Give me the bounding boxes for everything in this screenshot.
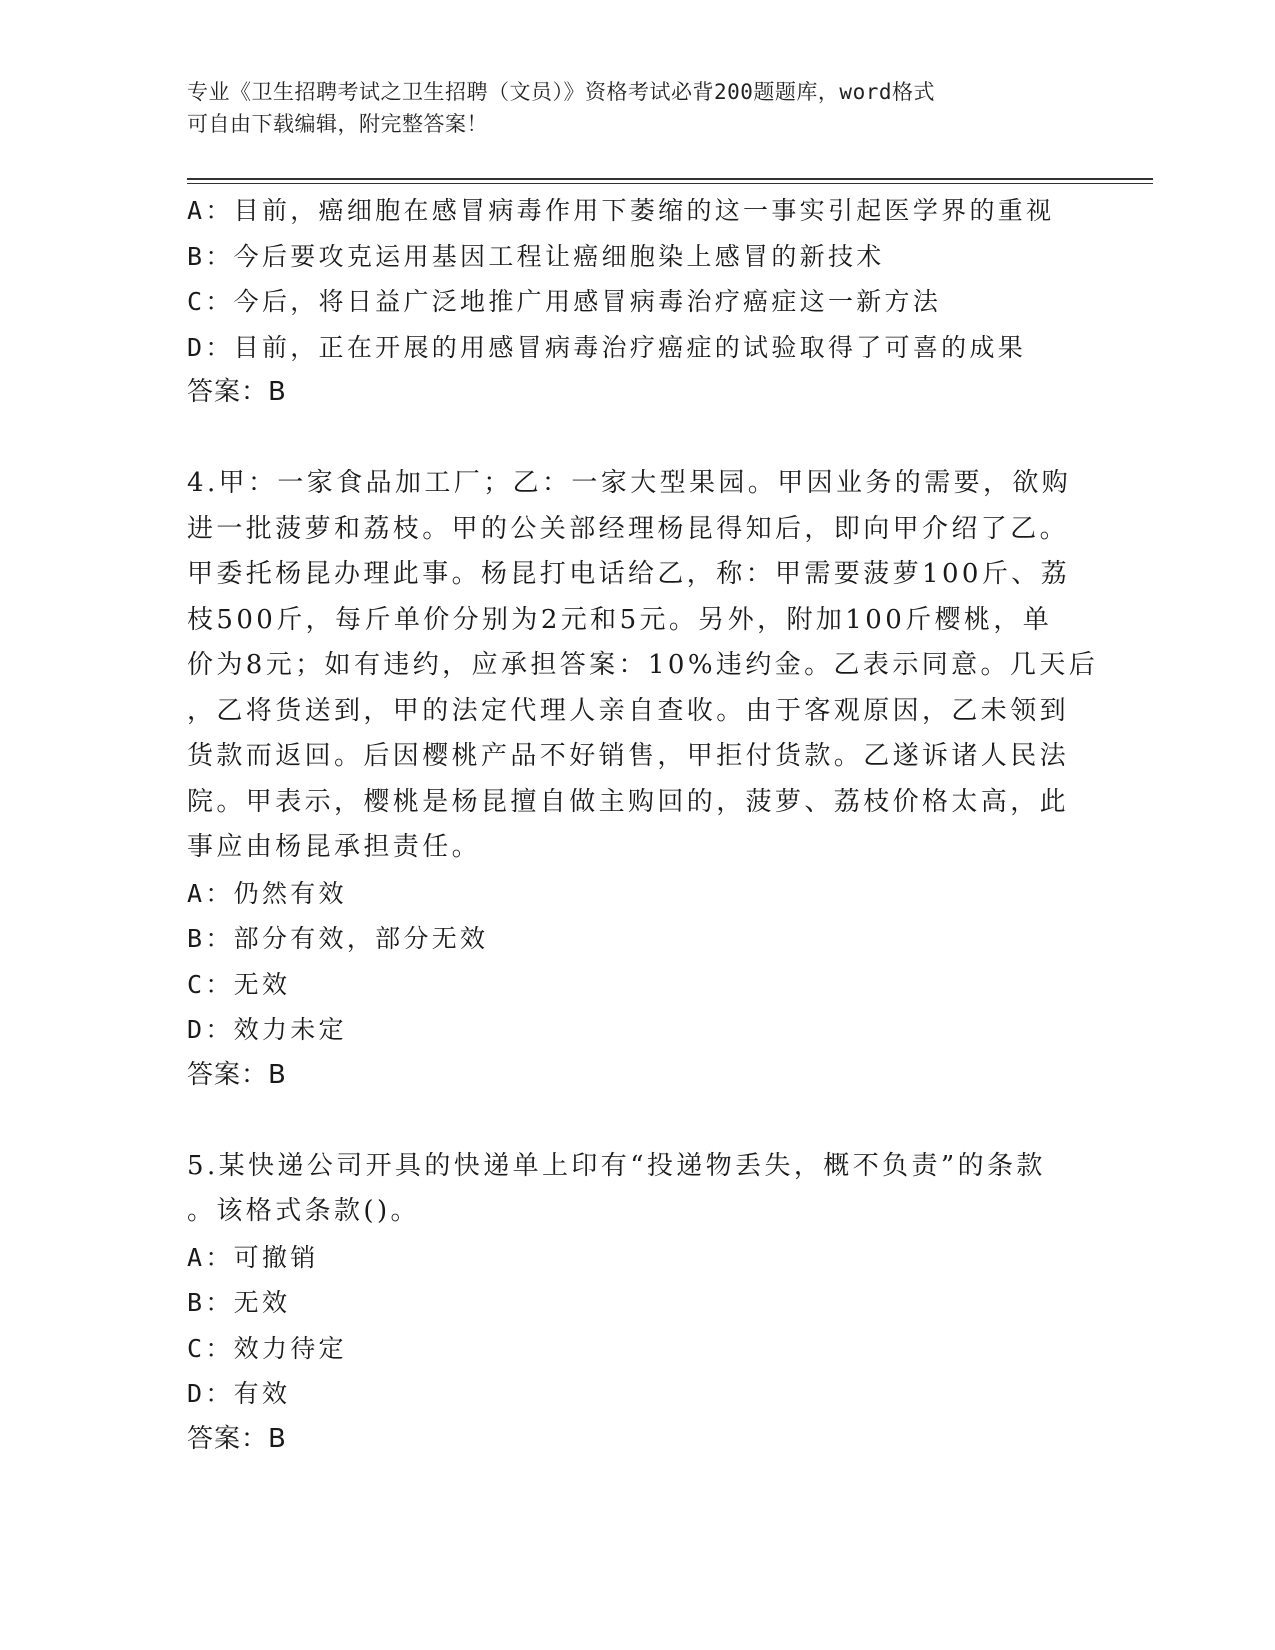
answer-line: 答案：B (187, 1423, 287, 1454)
option-b: B：部分有效，部分无效 (187, 924, 489, 953)
question-5-stem (187, 1144, 1087, 1235)
question-5-block (187, 1144, 1087, 1463)
option-a: A：目前，癌细胞在感冒病毒作用下萎缩的这一事实引起医学界的重视 (187, 196, 1055, 225)
question-3-block (187, 188, 1087, 416)
document-header (187, 76, 1067, 140)
question-text-line: 进一批菠萝和荔枝。甲的公关部经理杨昆得知后，即向甲介绍了乙。 (187, 513, 1070, 544)
question-content (187, 188, 1099, 1462)
spacer (187, 416, 1087, 462)
option-c: C：效力待定 (187, 1333, 347, 1363)
option-a: A：可撤销 (187, 1242, 319, 1272)
header-divider-thick (187, 178, 1153, 180)
question-text-line: 。该格式条款()。 (187, 1196, 420, 1226)
question-text-line: 4.甲：一家食品加工厂；乙：一家大型果园。甲因业务的需要，欲购 (187, 468, 1072, 498)
question-text-line: 货款而返回。后因樱桃产品不好销售，甲拒付货款。乙遂诉诸人民法 (187, 741, 1070, 771)
option-a: A：仍然有效 (187, 878, 347, 908)
option-b: B：无效 (187, 1288, 291, 1317)
question-text-line: 院。甲表示，樱桃是杨昆擅自做主购回的，菠萝、荔枝价格太高，此 (187, 786, 1070, 817)
option-c: C：今后，将日益广泛地推广用感冒病毒治疗癌症这一新方法 (187, 287, 942, 316)
option-d: D：有效 (187, 1379, 291, 1408)
question-text-line: 枝500斤，每斤单价分别为2元和5元。另外，附加100斤樱桃，单 (187, 604, 1053, 635)
answer-line: 答案：B (187, 1059, 287, 1090)
option-c: C：无效 (187, 969, 291, 999)
spacer (187, 1098, 1087, 1144)
option-b: B：今后要攻克运用基因工程让癌细胞染上感冒的新技术 (187, 241, 885, 271)
question-text-line: 甲委托杨昆办理此事。杨昆打电话给乙，称：甲需要菠萝100斤、荔 (187, 559, 1071, 589)
header-title-line-1: 专业《卫生招聘考试之卫生招聘（文员）》资格考试必背200题题库，word格式 (187, 80, 935, 104)
option-d: D：效力未定 (187, 1015, 347, 1044)
question-text-line: 价为8元；如有违约，应承担答案：10%违约金。乙表示同意。几天后 (187, 650, 1099, 680)
header-divider-thin (187, 183, 1153, 184)
question-text-line: 5.某快递公司开具的快递单上印有“投递物丢失，概不负责”的条款 (187, 1150, 1046, 1181)
header-title-line-2: 可自由下载编辑，附完整答案！ (187, 112, 488, 136)
question-4-stem (187, 461, 1099, 871)
question-text-line: 事应由杨昆承担责任。 (187, 832, 482, 862)
answer-line: 答案：B (187, 377, 287, 407)
option-d: D：目前，正在开展的用感冒病毒治疗癌症的试验取得了可喜的成果 (187, 332, 1027, 362)
question-4-block (187, 461, 1099, 1098)
question-text-line: ，乙将货送到，甲的法定代理人亲自查收。由于客观原因，乙未领到 (187, 695, 1070, 726)
